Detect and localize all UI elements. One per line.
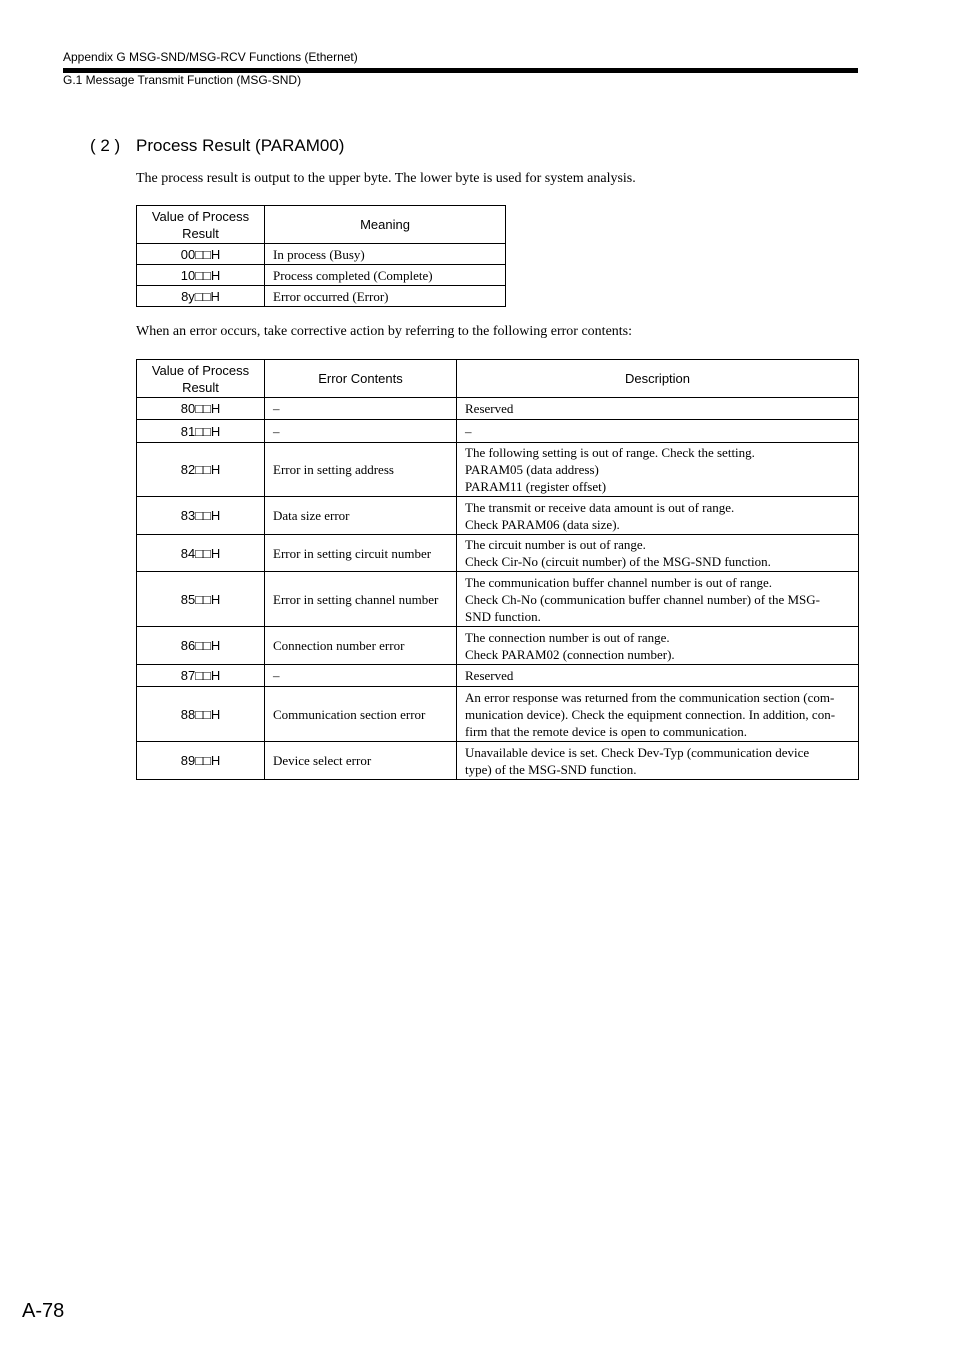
- description-cell: [457, 627, 859, 665]
- description-line: Check Cir-No (circuit number) of the MSG-SND function.: [465, 554, 771, 569]
- table-row: [137, 497, 859, 535]
- description-cell: [457, 535, 859, 572]
- description-line: An error response was returned from the communication section (com-: [465, 689, 835, 705]
- description-cell: [457, 443, 859, 497]
- page-number: A-78: [22, 1300, 65, 1322]
- error-code-cell: 89□□H: [137, 742, 265, 780]
- description-line: Check PARAM06 (data size).: [465, 516, 620, 532]
- section-title: [90, 136, 344, 156]
- error-code-cell: 82□□H: [137, 443, 265, 497]
- meaning-cell: Error occurred (Error): [265, 286, 506, 307]
- error-code-cell: 81□□H: [137, 420, 265, 443]
- description-line: The circuit number is out of range.: [465, 537, 646, 552]
- error-contents-cell: –: [265, 398, 457, 420]
- description-line: Reserved: [465, 401, 514, 416]
- table-row: [137, 535, 859, 572]
- column-header: Value of Process Result: [137, 360, 265, 398]
- table-row: [137, 265, 506, 286]
- error-code-cell: 80□□H: [137, 398, 265, 420]
- description-line: –: [465, 423, 472, 439]
- error-contents-cell: Error in setting channel number: [265, 572, 457, 627]
- table-row: [137, 420, 859, 443]
- table-row: [137, 286, 506, 307]
- description-line: The transmit or receive data amount is out of range.: [465, 499, 735, 515]
- error-code-cell: 87□□H: [137, 665, 265, 687]
- description-cell: [457, 398, 859, 420]
- meaning-cell: In process (Busy): [265, 244, 506, 265]
- description-line: firm that the remote device is open to communication.: [465, 723, 747, 739]
- error-code-cell: 88□□H: [137, 687, 265, 742]
- section-number: ( 2 ): [90, 136, 121, 155]
- process-result-table: [136, 205, 506, 307]
- running-header-section: G.1 Message Transmit Function (MSG-SND): [63, 73, 302, 87]
- error-contents-cell: Communication section error: [265, 687, 457, 742]
- error-contents-cell: Data size error: [265, 497, 457, 535]
- error-code-cell: 83□□H: [137, 497, 265, 535]
- description-line: Unavailable device is set. Check Dev-Typ (communication device: [465, 744, 810, 760]
- description-line: type) of the MSG-SND function.: [465, 761, 637, 777]
- table-row: [137, 398, 859, 420]
- description-cell: [457, 687, 859, 742]
- description-line: The communication buffer channel number is out of range.: [465, 574, 772, 590]
- error-contents-table: [136, 359, 859, 780]
- description-cell: [457, 572, 859, 627]
- description-line: PARAM11 (register offset): [465, 479, 607, 494]
- description-line: SND function.: [465, 608, 541, 624]
- error-code-cell: 86□□H: [137, 627, 265, 665]
- error-contents-cell: Connection number error: [265, 627, 457, 665]
- intro-paragraph: The process result is output to the upper byte. The lower byte is used for system analysis.: [136, 171, 636, 186]
- description-line: PARAM05 (data address): [465, 462, 599, 477]
- table-header-row: [137, 360, 859, 398]
- column-header: Description: [457, 360, 859, 398]
- description-cell: [457, 665, 859, 687]
- description-cell: [457, 420, 859, 443]
- description-cell: [457, 497, 859, 535]
- description-line: munication device). Check the equipment connection. In addition, con-: [465, 706, 836, 722]
- error-code-cell: 85□□H: [137, 572, 265, 627]
- error-intro-paragraph: When an error occurs, take corrective action by referring to the following error contents:: [136, 324, 633, 339]
- description-line: Check Ch-No (communication buffer channel number) of the MSG-: [465, 591, 820, 607]
- table-row: [137, 627, 859, 665]
- error-contents-cell: –: [265, 665, 457, 687]
- table-row: [137, 244, 506, 265]
- description-line: Reserved: [465, 668, 514, 683]
- table-row: [137, 742, 859, 780]
- description-line: The following setting is out of range. Check the setting.: [465, 445, 755, 460]
- description-line: Check PARAM02 (connection number).: [465, 646, 675, 662]
- error-contents-cell: –: [265, 420, 457, 443]
- result-value-cell: 8y□□H: [137, 286, 265, 307]
- running-header-chapter: Appendix G MSG-SND/MSG-RCV Functions (Ethernet): [63, 50, 358, 64]
- error-contents-cell: Error in setting circuit number: [265, 535, 457, 572]
- table-row: [137, 443, 859, 497]
- description-cell: [457, 742, 859, 780]
- error-contents-cell: Device select error: [265, 742, 457, 780]
- column-header: Value of Process Result: [137, 206, 265, 244]
- table-row: [137, 572, 859, 627]
- result-value-cell: 10□□H: [137, 265, 265, 286]
- result-value-cell: 00□□H: [137, 244, 265, 265]
- table-header-row: [137, 206, 506, 244]
- error-code-cell: 84□□H: [137, 535, 265, 572]
- column-header: Meaning: [265, 206, 506, 244]
- table-row: [137, 665, 859, 687]
- table-row: [137, 687, 859, 742]
- meaning-cell: Process completed (Complete): [265, 265, 506, 286]
- column-header: Error Contents: [265, 360, 457, 398]
- description-line: The connection number is out of range.: [465, 629, 670, 645]
- section-title-text: Process Result (PARAM00): [136, 136, 345, 155]
- error-contents-cell: Error in setting address: [265, 443, 457, 497]
